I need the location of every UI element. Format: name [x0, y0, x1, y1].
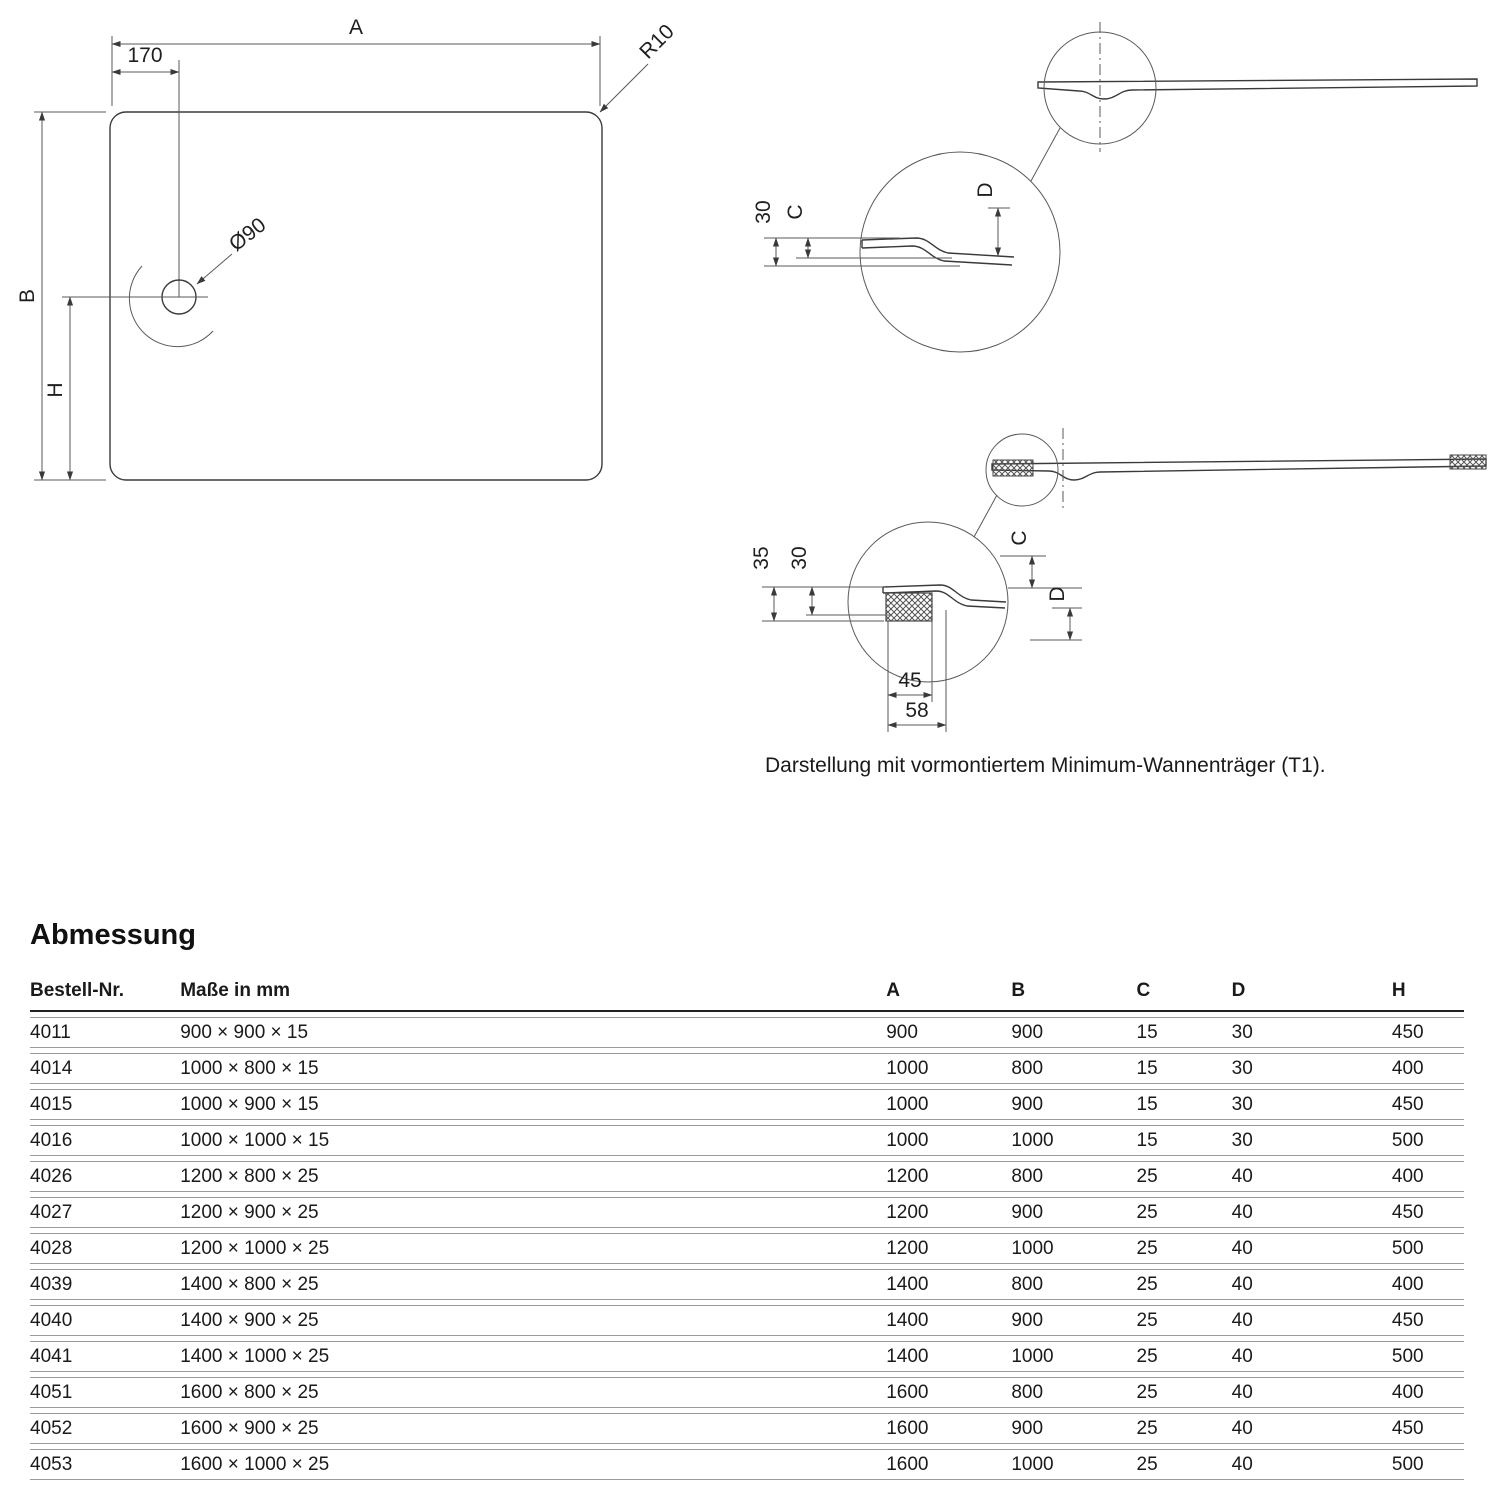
- table-cell: 450: [1392, 1197, 1464, 1228]
- table-row: [30, 1233, 1464, 1264]
- table-cell: 900: [886, 1017, 1011, 1048]
- table-cell: 1000: [1011, 1341, 1136, 1372]
- dim-d-bottom: [1046, 586, 1070, 640]
- drawing-caption: Darstellung mit vormontiertem Minimum-Wannenträger (T1).: [765, 754, 1326, 777]
- table-row: [30, 1197, 1464, 1228]
- table-cell: 1400 × 900 × 25: [180, 1305, 886, 1336]
- table-cell: 1000: [1011, 1449, 1136, 1480]
- column-header: Bestell-Nr.: [30, 975, 180, 1012]
- table-cell: 900: [1011, 1017, 1136, 1048]
- table-cell: 1600 × 1000 × 25: [180, 1449, 886, 1480]
- table-body: [30, 1017, 1464, 1480]
- table-cell: 25: [1137, 1413, 1232, 1444]
- table-cell: 800: [1011, 1161, 1136, 1192]
- table-cell: 1000 × 1000 × 15: [180, 1125, 886, 1156]
- dim-d-top: [974, 182, 1010, 256]
- table-cell: 1000: [1011, 1233, 1136, 1264]
- table-cell: 900: [1011, 1413, 1136, 1444]
- dim-r10-label: R10: [635, 20, 679, 64]
- table-cell: 25: [1137, 1305, 1232, 1336]
- support-right: [1450, 455, 1486, 469]
- table-cell: 1200: [886, 1233, 1011, 1264]
- dim-drain-label: Ø90: [224, 213, 271, 256]
- table-cell: 4040: [30, 1305, 180, 1336]
- table-cell: 1400: [886, 1341, 1011, 1372]
- dim-30-label: 30: [752, 200, 775, 224]
- table-cell: 800: [1011, 1377, 1136, 1408]
- table-cell: 400: [1392, 1269, 1464, 1300]
- table-cell: 500: [1392, 1125, 1464, 1156]
- table-cell: 30: [1232, 1017, 1392, 1048]
- table-cell: 1000: [886, 1053, 1011, 1084]
- tray-profile: [1038, 79, 1477, 99]
- table-cell: 25: [1137, 1197, 1232, 1228]
- column-header: A: [886, 975, 1011, 1012]
- table-cell: 4026: [30, 1161, 180, 1192]
- table-cell: 400: [1392, 1161, 1464, 1192]
- table-cell: 450: [1392, 1089, 1464, 1120]
- table-cell: 25: [1137, 1233, 1232, 1264]
- table-header-row: [30, 975, 1464, 1012]
- table-cell: 1600 × 800 × 25: [180, 1377, 886, 1408]
- table-cell: 15: [1137, 1017, 1232, 1048]
- table-cell: 1000: [886, 1125, 1011, 1156]
- table-cell: 500: [1392, 1449, 1464, 1480]
- table-cell: 15: [1137, 1089, 1232, 1120]
- table-cell: 25: [1137, 1449, 1232, 1480]
- table-row: [30, 1161, 1464, 1192]
- table-cell: 1600: [886, 1413, 1011, 1444]
- table-cell: 4039: [30, 1269, 180, 1300]
- table-cell: 4015: [30, 1089, 180, 1120]
- table-cell: 1600 × 900 × 25: [180, 1413, 886, 1444]
- table-cell: 900: [1011, 1305, 1136, 1336]
- detail-circle: [860, 152, 1060, 352]
- table-row: [30, 1377, 1464, 1408]
- dim-d-label: D: [1046, 586, 1069, 602]
- tray-profile-supported: [992, 459, 1486, 480]
- dim-offset-170: [112, 44, 179, 297]
- plan-view: [16, 16, 679, 480]
- table-cell: 30: [1232, 1053, 1392, 1084]
- table-cell: 450: [1392, 1017, 1464, 1048]
- section-view-bottom: [750, 428, 1486, 732]
- table-cell: 25: [1137, 1341, 1232, 1372]
- table-cell: 500: [1392, 1341, 1464, 1372]
- table-cell: 900: [1011, 1089, 1136, 1120]
- table-cell: 500: [1392, 1233, 1464, 1264]
- table-cell: 1000 × 800 × 15: [180, 1053, 886, 1084]
- table-cell: 4053: [30, 1449, 180, 1480]
- table-cell: 4011: [30, 1017, 180, 1048]
- table-row: [30, 1125, 1464, 1156]
- dimensions-table: [30, 970, 1464, 1485]
- table-cell: 900 × 900 × 15: [180, 1017, 886, 1048]
- dim-b: [16, 112, 106, 480]
- column-header: H: [1392, 975, 1464, 1012]
- table-row: [30, 1053, 1464, 1084]
- table-cell: 15: [1137, 1125, 1232, 1156]
- table-cell: 1400 × 1000 × 25: [180, 1341, 886, 1372]
- section-view-top: [752, 22, 1477, 352]
- dim-58: [888, 699, 946, 725]
- section-title: Abmessung: [30, 919, 196, 951]
- table-cell: 40: [1232, 1449, 1392, 1480]
- support-left: [993, 460, 1033, 476]
- dim-c-label: C: [784, 204, 807, 220]
- table-cell: 30: [1232, 1089, 1392, 1120]
- table-cell: 4051: [30, 1377, 180, 1408]
- table-cell: 1200: [886, 1161, 1011, 1192]
- dim-h: [44, 297, 162, 480]
- table-cell: 1400 × 800 × 25: [180, 1269, 886, 1300]
- table-cell: 1200 × 1000 × 25: [180, 1233, 886, 1264]
- dim-30-bottom: [788, 546, 812, 615]
- column-header: D: [1232, 975, 1392, 1012]
- table-cell: 4052: [30, 1413, 180, 1444]
- table-cell: 40: [1232, 1197, 1392, 1228]
- table-row: [30, 1341, 1464, 1372]
- table-row: [30, 1305, 1464, 1336]
- table-cell: 1000 × 900 × 15: [180, 1089, 886, 1120]
- table-cell: 400: [1392, 1053, 1464, 1084]
- table-cell: 800: [1011, 1053, 1136, 1084]
- dim-a-label: A: [348, 16, 364, 39]
- table-cell: 25: [1137, 1269, 1232, 1300]
- table-cell: 4016: [30, 1125, 180, 1156]
- table-cell: 40: [1232, 1341, 1392, 1372]
- support-detail: [886, 593, 932, 621]
- dim-58-label: 58: [905, 699, 929, 722]
- table-cell: 900: [1011, 1197, 1136, 1228]
- table-cell: 40: [1232, 1377, 1392, 1408]
- table-cell: 40: [1232, 1305, 1392, 1336]
- table-cell: 1600: [886, 1377, 1011, 1408]
- dim-c-label: C: [1008, 530, 1031, 546]
- dim-r10: [600, 20, 679, 112]
- table-row: [30, 1089, 1464, 1120]
- dim-c-bottom: [1008, 530, 1032, 588]
- dim-170-label: 170: [127, 44, 163, 67]
- table-cell: 1600: [886, 1449, 1011, 1480]
- table-cell: 30: [1232, 1125, 1392, 1156]
- column-header: Maße in mm: [180, 975, 886, 1012]
- tray-outline: [110, 112, 602, 480]
- column-header: C: [1137, 975, 1232, 1012]
- dim-c-top: [784, 204, 808, 258]
- table-row: [30, 1017, 1464, 1048]
- table-cell: 40: [1232, 1233, 1392, 1264]
- drain: [129, 213, 270, 346]
- table-cell: 4027: [30, 1197, 180, 1228]
- table-row: [30, 1449, 1464, 1480]
- table-cell: 40: [1232, 1269, 1392, 1300]
- table-cell: 450: [1392, 1413, 1464, 1444]
- table-row: [30, 1413, 1464, 1444]
- table-cell: 25: [1137, 1161, 1232, 1192]
- table-cell: 1000: [1011, 1125, 1136, 1156]
- dim-a: [112, 16, 600, 106]
- dim-45-label: 45: [898, 669, 922, 692]
- dim-35: [750, 546, 774, 621]
- dim-30-label: 30: [788, 546, 811, 570]
- table-cell: 40: [1232, 1413, 1392, 1444]
- table-cell: 1000: [886, 1089, 1011, 1120]
- dim-h-label: H: [44, 382, 67, 398]
- table-cell: 4028: [30, 1233, 180, 1264]
- table-cell: 1200 × 900 × 25: [180, 1197, 886, 1228]
- dim-b-label: B: [16, 288, 39, 304]
- table-row: [30, 1269, 1464, 1300]
- table-cell: 400: [1392, 1377, 1464, 1408]
- table-cell: 40: [1232, 1161, 1392, 1192]
- table-cell: 1200: [886, 1197, 1011, 1228]
- dim-d-label: D: [974, 182, 997, 198]
- table-cell: 1400: [886, 1305, 1011, 1336]
- table-cell: 450: [1392, 1305, 1464, 1336]
- dim-35-label: 35: [750, 546, 773, 570]
- table-cell: 4014: [30, 1053, 180, 1084]
- table-cell: 1200 × 800 × 25: [180, 1161, 886, 1192]
- table-cell: 15: [1137, 1053, 1232, 1084]
- column-header: B: [1011, 975, 1136, 1012]
- table-cell: 25: [1137, 1377, 1232, 1408]
- table-cell: 1400: [886, 1269, 1011, 1300]
- table-cell: 800: [1011, 1269, 1136, 1300]
- dim-30-top: [752, 200, 776, 266]
- table-cell: 4041: [30, 1341, 180, 1372]
